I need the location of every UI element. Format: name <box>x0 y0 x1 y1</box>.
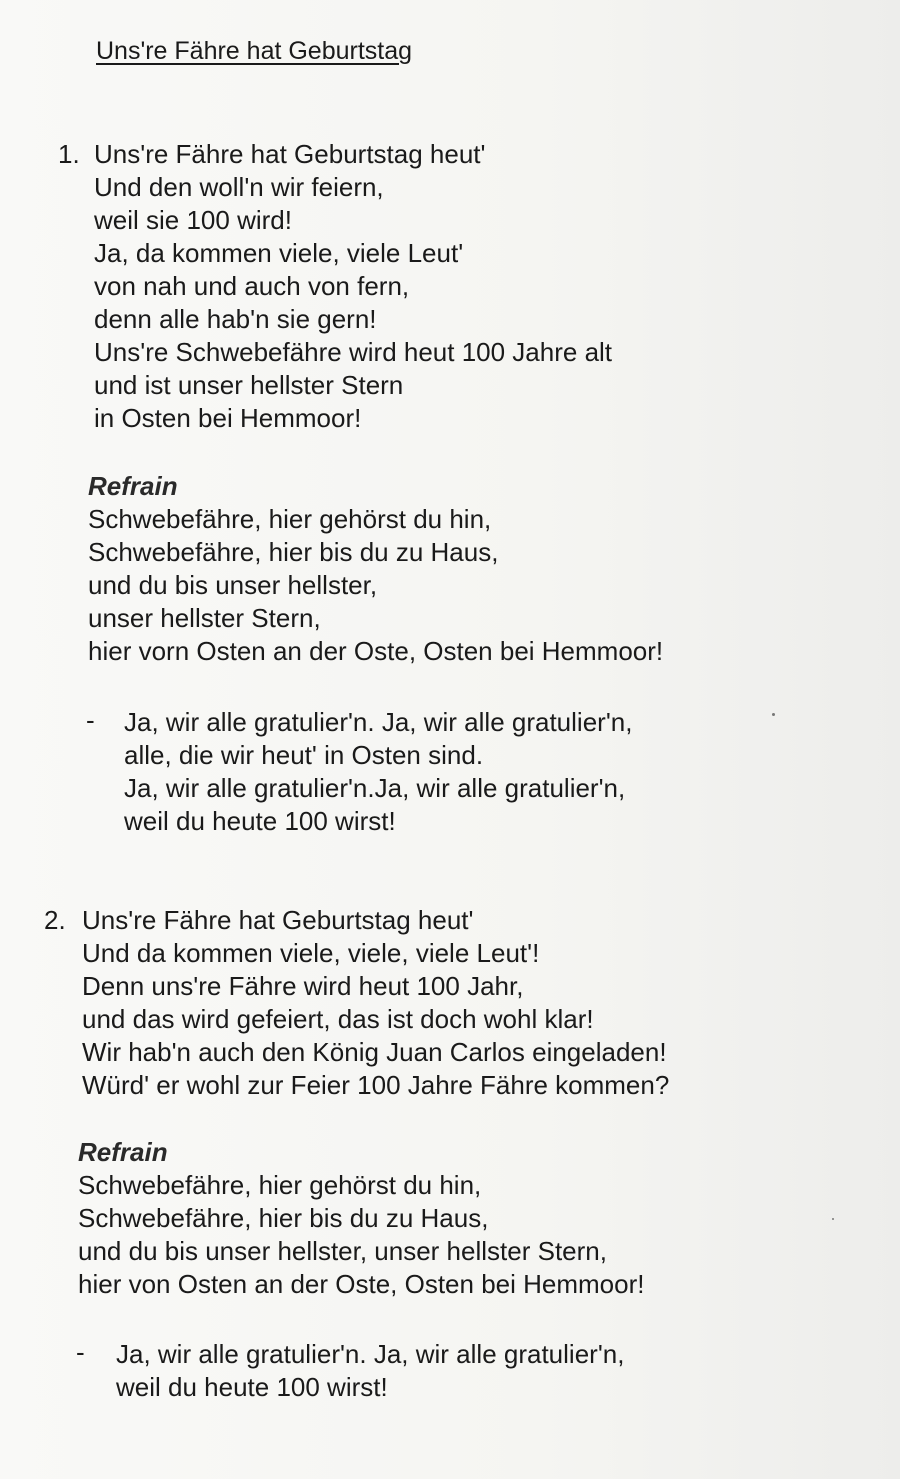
song-title: Uns're Fähre hat Geburtstag <box>96 37 413 65</box>
verse-line: von nah und auch von fern, <box>94 271 410 301</box>
verse-line: denn alle hab'n sie gern! <box>94 304 377 334</box>
refrain-line: und du bis unser hellster, unser hellster Stern, <box>78 1236 607 1266</box>
chorus-1 <box>124 706 632 838</box>
refrain-1 <box>88 470 663 668</box>
verse-line: Uns're Schwebefähre wird heut 100 Jahre alt <box>94 337 613 367</box>
verse-2 <box>82 904 669 1102</box>
chorus-line: weil du heute 100 wirst! <box>116 1372 388 1402</box>
verse-1 <box>94 138 612 435</box>
refrain-line: hier vorn Osten an der Oste, Osten bei Hemmoor! <box>88 636 664 666</box>
verse-line: Uns're Fähre hat Geburtstag heut' <box>82 905 474 935</box>
chorus-1-dash: - <box>86 705 95 735</box>
refrain-line: Schwebefähre, hier gehörst du hin, <box>78 1170 482 1200</box>
refrain-line: Schwebefähre, hier bis du zu Haus, <box>88 537 499 567</box>
verse-line: Ja, da kommen viele, viele Leut' <box>94 238 464 268</box>
verse-line: in Osten bei Hemmoor! <box>94 403 362 433</box>
chorus-line: Ja, wir alle gratulier'n. Ja, wir alle gratulier'n, <box>124 707 633 737</box>
refrain-line: unser hellster Stern, <box>88 603 321 633</box>
scan-speck <box>832 1218 834 1220</box>
refrain-heading: Refrain <box>88 471 178 501</box>
verse-line: Uns're Fähre hat Geburtstag heut' <box>94 139 486 169</box>
verse-line: Würd' er wohl zur Feier 100 Jahre Fähre kommen? <box>82 1070 670 1100</box>
verse-line: und ist unser hellster Stern <box>94 370 404 400</box>
refrain-line: Schwebefähre, hier bis du zu Haus, <box>78 1203 489 1233</box>
chorus-line: weil du heute 100 wirst! <box>124 806 396 836</box>
verse-line: Und da kommen viele, viele, viele Leut'! <box>82 938 540 968</box>
scan-speck <box>772 713 775 716</box>
refrain-line: und du bis unser hellster, <box>88 570 378 600</box>
chorus-line: alle, die wir heut' in Osten sind. <box>124 740 484 770</box>
refrain-line: hier von Osten an der Oste, Osten bei Hemmoor! <box>78 1269 645 1299</box>
verse-line: Wir hab'n auch den König Juan Carlos eingeladen! <box>82 1037 667 1067</box>
chorus-2 <box>116 1338 624 1404</box>
chorus-2-dash: - <box>76 1337 85 1367</box>
verse-1-number: 1. <box>58 139 80 169</box>
chorus-line: Ja, wir alle gratulier'n.Ja, wir alle gratulier'n, <box>124 773 626 803</box>
verse-line: Denn uns're Fähre wird heut 100 Jahr, <box>82 971 524 1001</box>
verse-line: weil sie 100 wird! <box>94 205 292 235</box>
verse-2-number: 2. <box>44 905 66 935</box>
refrain-line: Schwebefähre, hier gehörst du hin, <box>88 504 492 534</box>
chorus-line: Ja, wir alle gratulier'n. Ja, wir alle gratulier'n, <box>116 1339 625 1369</box>
verse-line: Und den woll'n wir feiern, <box>94 172 384 202</box>
refrain-2 <box>78 1136 644 1301</box>
refrain-heading: Refrain <box>78 1137 168 1167</box>
verse-line: und das wird gefeiert, das ist doch wohl klar! <box>82 1004 594 1034</box>
